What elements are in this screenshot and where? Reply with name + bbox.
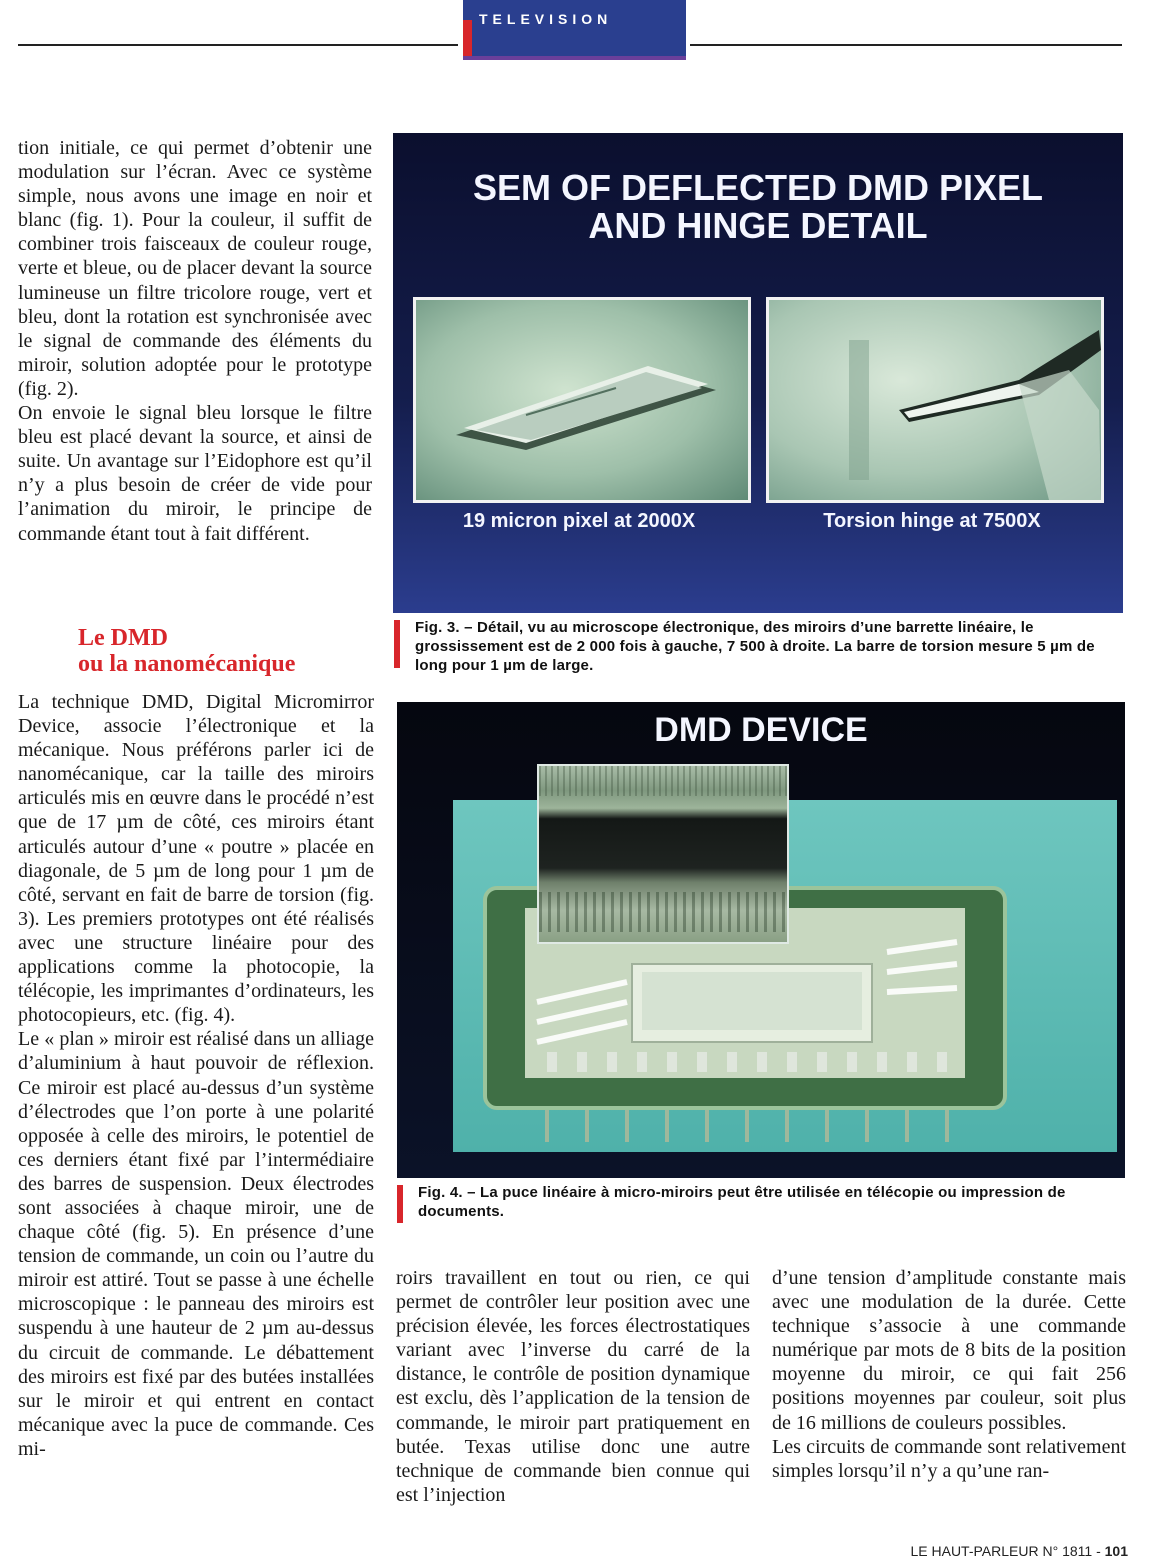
section-heading-line2: ou la nanomécanique [78, 651, 296, 677]
header-rule-right [690, 44, 1122, 46]
inset-texture-top [539, 766, 787, 796]
chip-magnified-inset [537, 764, 789, 944]
caption-marker [394, 620, 400, 668]
sem-image-pixel [413, 297, 751, 503]
caption-marker [397, 1185, 403, 1223]
section-heading [78, 625, 378, 677]
sem-label-pixel: 19 micron pixel at 2000X [462, 510, 696, 532]
sem-image-torsion-hinge [766, 297, 1104, 503]
inset-texture-bottom [539, 892, 787, 932]
column-left-top [18, 136, 372, 546]
figure-3-sem-slide [393, 133, 1123, 613]
figure-3-title-line1: SEM OF DEFLECTED DMD PIXEL [472, 167, 1044, 208]
figure-3-caption: Fig. 3. – Détail, vu au microscope électronique, des miroirs d’une barrette linéaire, le grossissement est de 2 000 fois à gauche, 7 500 à droite. La barre de torsion mesure 5 µm de long pour 1 µm de large. [415, 619, 1095, 674]
figure-3-slide-title [393, 169, 1123, 245]
sem-label-hinge: Torsion hinge at 7500X [823, 510, 1041, 532]
page-footer [910, 1543, 1128, 1559]
column-right [772, 1266, 1126, 1483]
header-rule-left [18, 44, 458, 46]
paragraph: La technique DMD, Digital Micromirror Device, associe l’électronique et la mécanique. Nous préférons parler ici de nanomécanique, car la taille des miroirs articulés mis en œuvre dans le procédé n’est que de 17 µm de côté, ces miroirs étant articulés autour d’une « poutre » placée en diagonale, de 5 µm de long pour 1 µm de côté, servant en fait de barre de torsion (fig. 3). Les premiers prototypes ont été réalisés avec une structure linéaire pour des applications comme la photocopie, la télécopie, les imprimantes d’ordinateurs, les photocopieurs, etc. (fig. 4). [18, 691, 374, 1027]
column-left-bottom [18, 690, 374, 1461]
paragraph: Les circuits de commande sont relativement simples lorsqu’il n’y a qu’une ran- [772, 1435, 1126, 1482]
section-heading-line1: Le DMD [78, 625, 168, 651]
paragraph: On envoie le signal bleu lorsque le filtre bleu est placé devant la source, et ainsi de suite. Un avantage sur l’Eidophore est qu’il n’y a plus besoin de créer de vide pour l’animation du miroir, le principe de commande étant tout à fait différent. [18, 402, 372, 545]
paragraph: tion initiale, ce qui permet d’obtenir une modulation sur l’écran. Avec ce système simple, nous avons une image en noir et blanc (fig. 1). Pour la couleur, il suffit de combiner trois faisceaux de couleur rouge, verte et bleue, ou de placer devant la source lumineuse un filtre tricolore rouge, vert et bleu, dont la rotation est synchronisée avec le signal de commande des éléments du miroir, solution adoptée pour le prototype (fig. 2). [18, 137, 372, 400]
figure-4-caption: Fig. 4. – La puce linéaire à micro-miroirs peut être utilisée en télécopie ou impression de documents. [418, 1184, 1066, 1220]
figure-4-dmd-device-photo [397, 702, 1125, 1178]
paragraph: d’une tension d’amplitude constante mais avec une modulation de la durée. Cette technique s’associe à une commande numérique par mots de 8 bits de la position moyenne du miroir, ce qui fait 256 positions moyennes par couleur, soit plus de 16 millions de couleurs possibles. [772, 1267, 1126, 1434]
paragraph: roirs travaillent en tout ou rien, ce qui permet de contrôler leur position avec une précision élevée, les forces électrostatiques variant avec l’inverse du carré de la distance, le contrôle de position dynamique est exclu, dès l’application de la tension de commande, le miroir part pratiquement en butée. Texas utilise donc une autre technique de commande bien connue qui est l’injection [396, 1267, 750, 1506]
figure-3-title-line2: AND HINGE DETAIL [588, 205, 928, 246]
page-number: 101 [1104, 1543, 1128, 1559]
section-tab [463, 0, 686, 60]
section-tab-accent [463, 20, 472, 56]
figure-4-slide-title: DMD DEVICE [654, 711, 868, 749]
paragraph: Le « plan » miroir est réalisé dans un alliage d’aluminium à haut pouvoir de réflexion. Ce miroir est placé au-dessus d’un système d’électrodes que l’on porte à une polarité opposée à celle des miroirs, le potentiel de ces derniers étant fixé par l’intermédiaire des barres de suspension. Deux électrodes sont associées à chaque miroir, une de chaque côté (fig. 5). En présence d’une tension de commande, un coin ou l’autre du miroir est attiré. Tout se passe à une échelle microscopique : le panneau des miroirs est suspendu à une hauteur de 2 µm au-dessus du circuit de commande. Le débattement des miroirs est fixé par des butées installées sur le miroir et qui entrent en contact mécanique avec la puce de commande. Ces mi- [18, 1028, 374, 1460]
section-label: TELEVISION [479, 11, 613, 27]
footer-publication: LE HAUT-PARLEUR N° 1811 - [910, 1543, 1101, 1559]
column-middle [396, 1266, 750, 1507]
